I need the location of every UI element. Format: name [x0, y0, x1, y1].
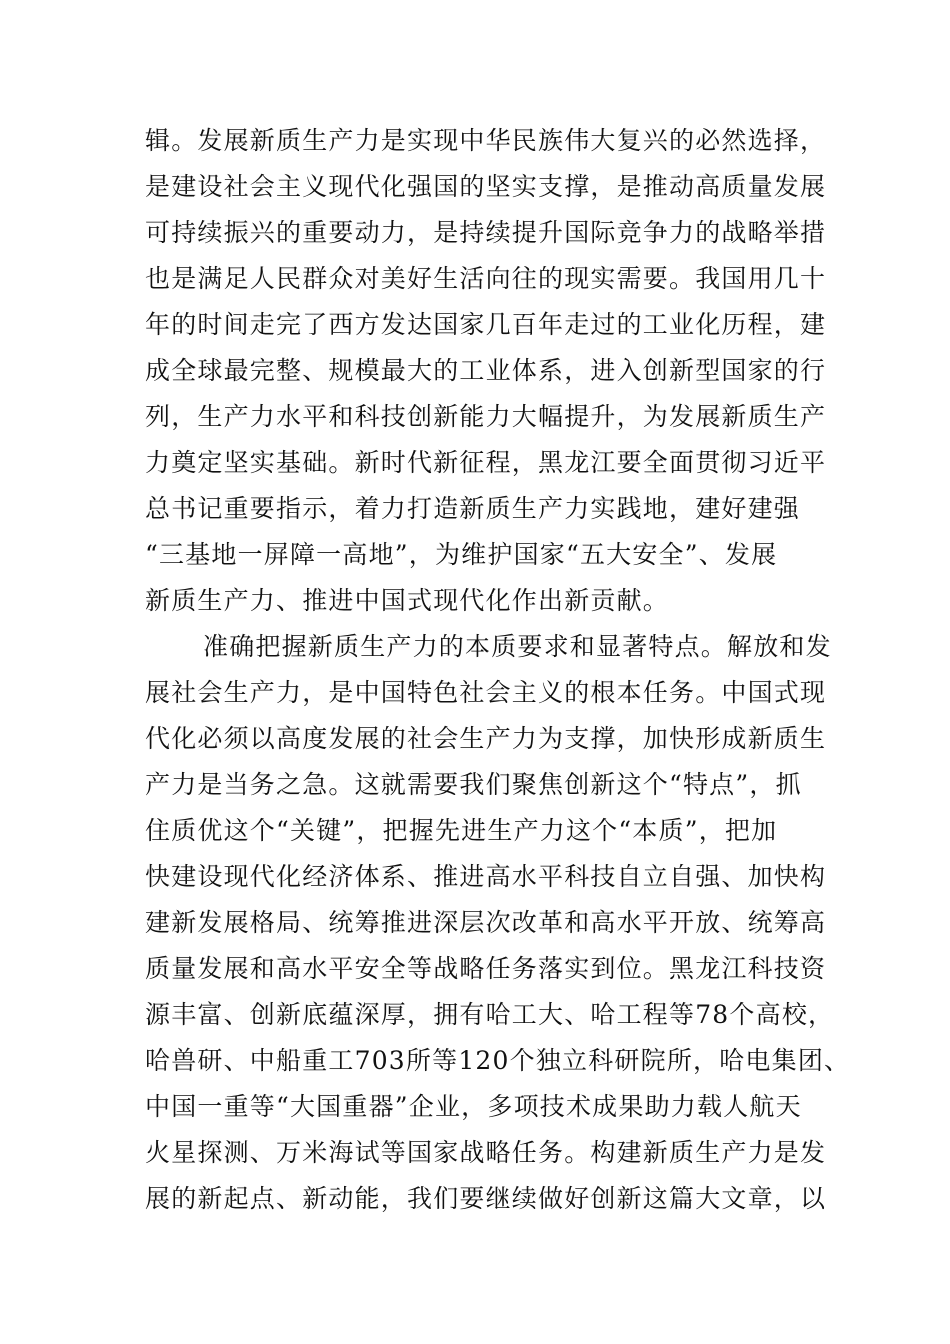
text-line: 源丰富、创新底蕴深厚，拥有哈工大、哈工程等78个高校，: [145, 1000, 835, 1029]
text-line: 代化必须以高度发展的社会生产力为支撑，加快形成新质生: [145, 724, 827, 753]
text-line: 年的时间走完了西方发达国家几百年走过的工业化历程，建: [145, 310, 827, 339]
text-line: 住质优这个“关键”，把握先进生产力这个“本质”，把加: [145, 816, 778, 845]
text-line: 建新发展格局、统筹推进深层次改革和高水平开放、统筹高: [145, 908, 827, 937]
text-line: 也是满足人民群众对美好生活向往的现实需要。我国用几十: [145, 264, 827, 293]
text-line: “三基地一屏障一高地”，为维护国家“五大安全”、发展: [145, 540, 778, 569]
text-line: 可持续振兴的重要动力，是持续提升国际竞争力的战略举措: [145, 218, 827, 247]
text-line: 新质生产力、推进中国式现代化作出新贡献。: [145, 586, 670, 615]
text-line: 中国一重等“大国重器”企业，多项技术成果助力载人航天: [145, 1092, 802, 1121]
text-line: 火星探测、万米海试等国家战略任务。构建新质生产力是发: [145, 1138, 827, 1167]
text-line: 快建设现代化经济体系、推进高水平科技自立自强、加快构: [145, 862, 827, 891]
text-line: 是建设社会主义现代化强国的坚实支撑，是推动高质量发展: [145, 172, 827, 201]
text-line: 展社会生产力，是中国特色社会主义的根本任务。中国式现: [145, 678, 827, 707]
body-text: [145, 118, 851, 1222]
text-line: 辑。发展新质生产力是实现中华民族伟大复兴的必然选择，: [145, 126, 827, 155]
text-line: 总书记重要指示，着力打造新质生产力实践地，建好建强: [145, 494, 801, 523]
paragraph-first-line: 准确把握新质生产力的本质要求和显著特点。解放和发: [203, 632, 832, 661]
text-line: 成全球最完整、规模最大的工业体系，进入创新型国家的行: [145, 356, 827, 385]
text-line: 质量发展和高水平安全等战略任务落实到位。黑龙江科技资: [145, 954, 827, 983]
text-line: 产力是当务之急。这就需要我们聚焦创新这个“特点”，抓: [145, 770, 802, 799]
text-line: 列，生产力水平和科技创新能力大幅提升，为发展新质生产: [145, 402, 827, 431]
text-line: 展的新起点、新动能，我们要继续做好创新这篇大文章，以: [145, 1184, 827, 1213]
text-line: 哈兽研、中船重工703所等120个独立科研院所，哈电集团、: [145, 1046, 851, 1075]
text-line: 力奠定坚实基础。新时代新征程，黑龙江要全面贯彻习近平: [145, 448, 827, 477]
